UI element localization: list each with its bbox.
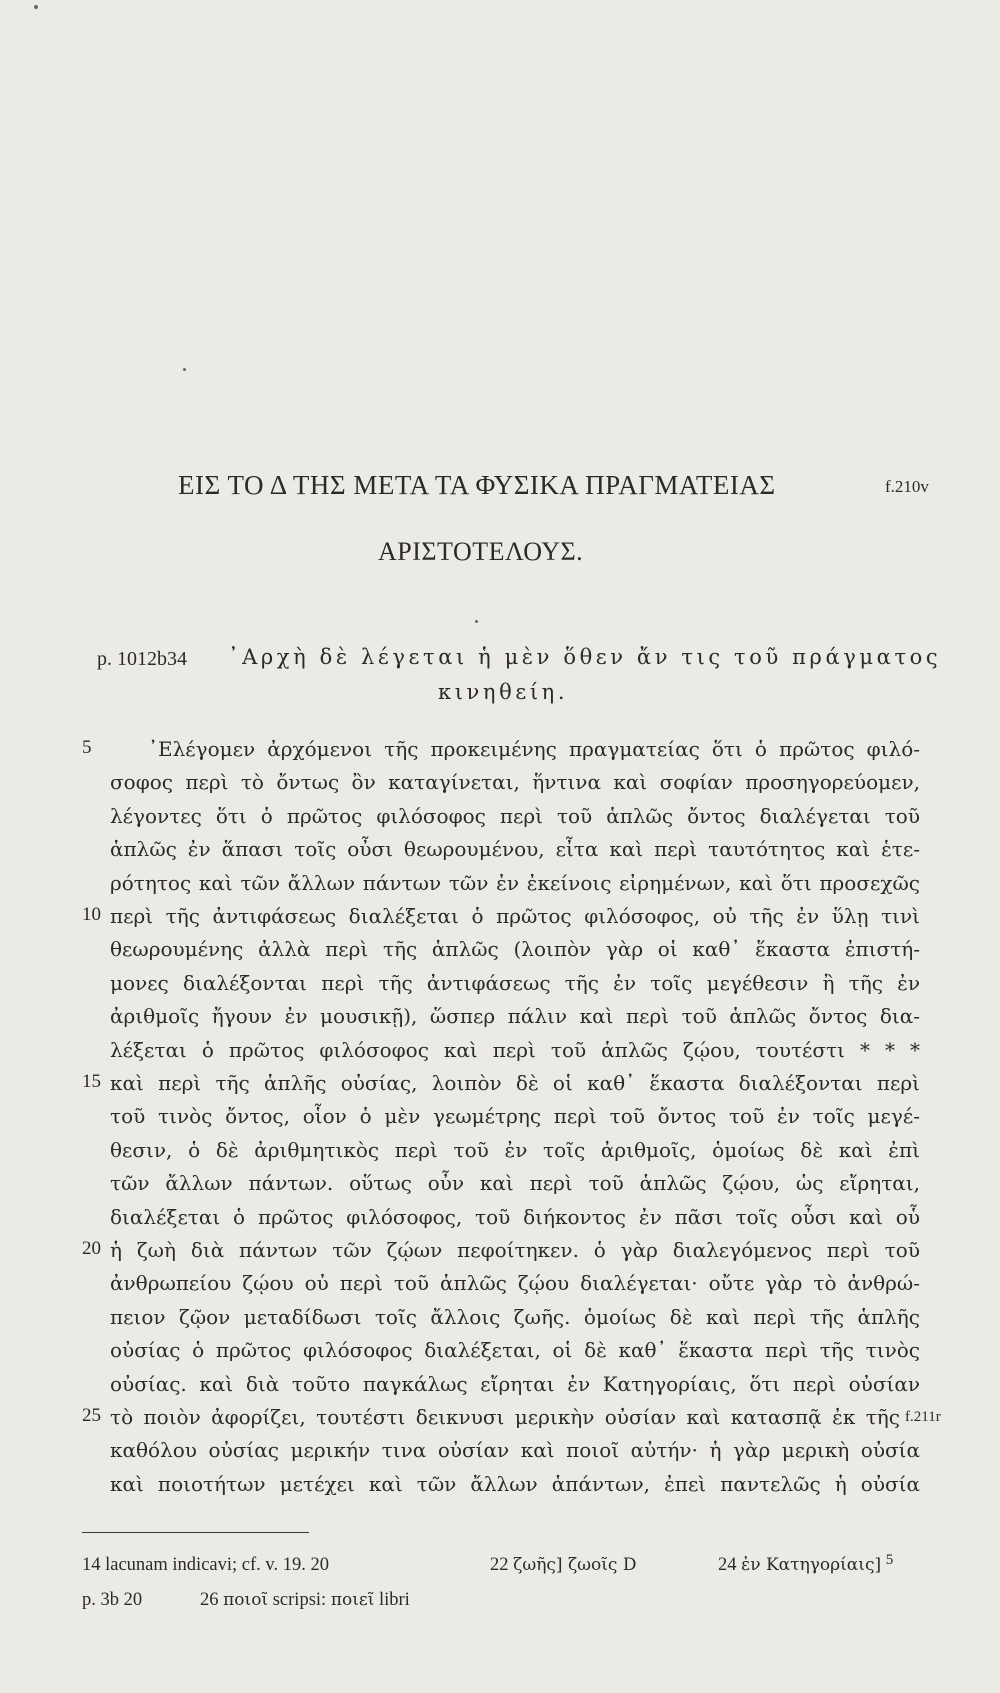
apparatus-note xyxy=(718,1552,894,1576)
lemma-text: ᾿Αρχὴ δὲ λέγεται ἡ μὲν ὅθεν ἄν τις τοῦ πράγματος xyxy=(228,645,942,669)
note-text: libri xyxy=(378,1590,410,1610)
lemma-reference: p. 1012b34 xyxy=(97,648,187,670)
ink-speck xyxy=(475,620,478,623)
lemma-text-continued: κινηθείη. xyxy=(438,680,569,704)
line-number: 5 xyxy=(82,737,92,758)
ink-speck xyxy=(183,368,186,371)
apparatus-note xyxy=(490,1555,636,1576)
text-line: ἁπλῶς ἐν ἅπασι τοῖς οὖσι θεωρουμένου, εἶτα καὶ περὶ ταυτότητος καὶ ἑτε- xyxy=(110,837,920,861)
text-line: ἀνθρωπείου ζῴου οὐ περὶ τοῦ ἁπλῶς ζῴου διαλέγεται· οὔτε γὰρ τὸ ἀνθρώ- xyxy=(110,1271,920,1295)
note-text: ἐν Κατηγορίαις] xyxy=(741,1555,882,1575)
apparatus-note: 14 lacunam indicavi; cf. v. 19. 20 xyxy=(82,1555,329,1575)
text-line: θεσιν, ὁ δὲ ἀριθμητικὸς περὶ τοῦ ἐν τοῖς ἀριθμοῖς, ὁμοίως δὲ καὶ ἐπὶ xyxy=(110,1138,920,1162)
ink-speck xyxy=(34,5,38,9)
text-line: λέξεται ὁ πρῶτος φιλόσοφος καὶ περὶ τοῦ ἁπλῶς ζῴου, τουτέστι * * * xyxy=(110,1038,920,1062)
note-text: scripsi: xyxy=(272,1590,327,1610)
line-number: 25 xyxy=(82,1405,101,1426)
apparatus-note: p. 3b 20 xyxy=(82,1590,143,1610)
text-line: τοῦ τινὸς ὄντος, οἷον ὁ μὲν γεωμέτρης περὶ τοῦ ὄντος τοῦ ἐν τοῖς μεγέ- xyxy=(110,1104,920,1128)
text-line: περὶ τῆς ἀντιφάσεως διαλέξεται ὁ πρῶτος φιλόσοφος, οὐ τῆς ἐν ὕλῃ τινὶ xyxy=(110,904,920,928)
text-line: μονες διαλέξονται περὶ τῆς ἀντιφάσεως τῆς ἐν τοῖς μεγέθεσιν ἢ τῆς ἐν xyxy=(110,971,920,995)
text-line: τῶν ἄλλων πάντων. οὕτως οὖν καὶ περὶ τοῦ ἁπλῶς ζῴου, ὡς εἴρηται, xyxy=(110,1171,920,1195)
line-number: 10 xyxy=(82,904,101,925)
text-line: πειον ζῷον μεταδίδωσι τοῖς ἄλλοις ζωῆς. ὁμοίως δὲ καὶ περὶ τῆς ἁπλῆς xyxy=(110,1305,920,1329)
note-number: 22 xyxy=(490,1555,509,1575)
text-line: καὶ ποιοτήτων μετέχει καὶ τῶν ἄλλων ἁπάντων, ἐπεὶ παντελῶς ἡ οὐσία xyxy=(110,1472,920,1496)
note-text: ποιοῖ xyxy=(223,1590,269,1610)
text-line: ρότητος καὶ τῶν ἄλλων πάντων τῶν ἐν ἐκείνοις εἰρημένων, καὶ ὅτι προσεχῶς xyxy=(110,871,920,895)
text-line: οὐσίας. καὶ διὰ τοῦτο παγκάλως εἴρηται ἐν Κατηγορίαις, ὅτι περὶ οὐσίαν xyxy=(110,1372,920,1396)
page-subtitle: ΑΡΙΣΤΟΤΕΛΟΥΣ. xyxy=(378,537,584,566)
text-line: ἡ ζωὴ διὰ πάντων τῶν ζῴων πεφοίτηκεν. ὁ γὰρ διαλεγόμενος περὶ τοῦ xyxy=(110,1238,920,1262)
text-line: ἀριθμοῖς ἤγουν ἐν μουσικῇ), ὥσπερ πάλιν καὶ περὶ τοῦ ἁπλῶς ὄντος δια- xyxy=(110,1004,920,1028)
note-text: ποιεῖ xyxy=(330,1590,375,1610)
note-text: 5 xyxy=(885,1552,894,1568)
text-line: καθόλου οὐσίας μερικήν τινα οὐσίαν καὶ ποιοῖ αὐτήν· ἡ γὰρ μερικὴ οὐσία xyxy=(110,1438,920,1462)
note-text: ζωῆς] ζωοῖς D xyxy=(513,1555,637,1575)
text-line: καὶ περὶ τῆς ἁπλῆς οὐσίας, λοιπὸν δὲ οἱ καθ᾿ ἕκαστα διαλέξονται περὶ xyxy=(110,1071,920,1095)
footnote-rule xyxy=(82,1532,309,1533)
apparatus-note xyxy=(200,1590,410,1611)
note-number: 26 xyxy=(200,1590,219,1610)
folio-marker: f.210v xyxy=(885,477,929,496)
note-number: 24 xyxy=(718,1555,737,1575)
text-line: ᾿Ελέγομεν ἀρχόμενοι τῆς προκειμένης πραγματείας ὅτι ὁ πρῶτος φιλό- xyxy=(148,737,920,761)
margin-folio-marker: f.211r xyxy=(905,1409,941,1425)
page-title: ΕΙΣ ΤΟ Δ ΤΗΣ ΜΕΤΑ ΤΑ ΦΥΣΙΚΑ ΠΡΑΓΜΑΤΕΙΑΣ xyxy=(178,470,776,500)
text-line: τὸ ποιὸν ἀφορίζει, τουτέστι δεικνυσι μερικὴν οὐσίαν καὶ κατασπᾷ ἐκ τῆς xyxy=(110,1405,900,1429)
text-line: οὐσίας ὁ πρῶτος φιλόσοφος διαλέξεται, οἱ δὲ καθ᾿ ἕκαστα περὶ τῆς τινὸς xyxy=(110,1338,920,1362)
text-line: θεωρουμένης ἀλλὰ περὶ τῆς ἁπλῶς (λοιπὸν γὰρ οἱ καθ᾿ ἕκαστα ἐπιστή- xyxy=(110,937,920,961)
text-line: σοφος περὶ τὸ ὄντως ὂν καταγίνεται, ἥντινα καὶ σοφίαν προσηγορεύομεν, xyxy=(110,770,920,794)
text-line: διαλέξεται ὁ πρῶτος φιλόσοφος, τοῦ διήκοντος ἐν πᾶσι τοῖς οὖσι καὶ οὗ xyxy=(110,1205,920,1229)
line-number: 20 xyxy=(82,1238,101,1259)
line-number: 15 xyxy=(82,1071,101,1092)
text-line: λέγοντες ὅτι ὁ πρῶτος φιλόσοφος περὶ τοῦ ἁπλῶς ὄντος διαλέγεται τοῦ xyxy=(110,804,920,828)
